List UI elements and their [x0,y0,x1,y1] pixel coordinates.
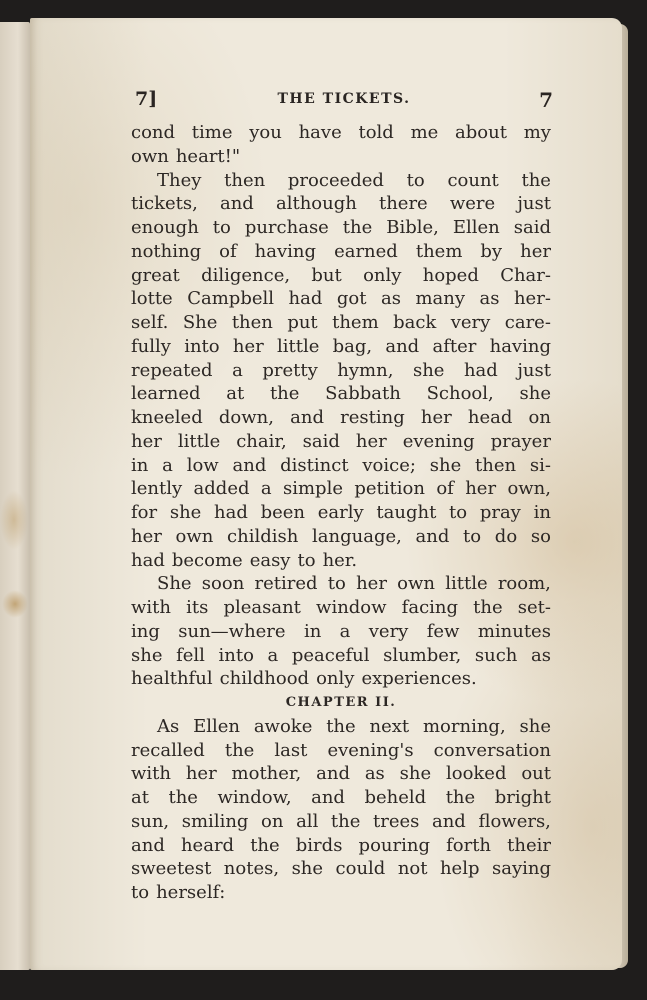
word: for [131,502,158,523]
word: heard [180,834,235,856]
word: distinct [280,454,349,476]
text-line [131,881,551,905]
text-line [131,145,551,169]
word: own [131,145,169,167]
word: She [182,312,218,333]
word: just [517,193,551,215]
word: little [445,573,488,595]
running-title: THE TICKETS. [277,91,411,107]
word: own [175,525,214,547]
word: learned [131,383,201,405]
word: a [260,478,272,500]
word: simple [282,478,343,500]
text-line [131,382,551,406]
word: heart!" [175,145,241,167]
word: the [342,217,373,238]
word: lently [131,478,183,500]
word: earned [334,240,398,262]
facing-page-stain [0,490,28,550]
word: nothing [131,240,202,262]
word: Campbell [187,288,275,310]
body-text [131,121,551,905]
word: the [224,739,255,761]
word: fully [131,335,171,357]
text-line [131,549,551,573]
word: she [519,383,551,405]
text-line [131,501,551,525]
word: language, [312,525,402,547]
chapter-heading: CHAPTER II. [285,695,397,710]
text-line [131,121,551,145]
running-header [135,88,553,112]
word: They [157,169,202,191]
word: and [290,407,324,428]
word: she [131,644,163,666]
word: then [475,454,517,476]
word: bag, [332,335,373,357]
word: had [288,288,323,310]
word: evening [402,430,475,452]
word: her [356,573,387,595]
word: Ellen [193,715,240,737]
word: window [316,597,387,618]
word: her [185,763,217,785]
text-line [131,454,551,478]
text-line [131,620,551,644]
word: as [380,288,401,310]
word: could [335,858,386,880]
text-line [131,169,551,193]
text-line [131,335,551,359]
word: their [507,834,551,856]
word: there [378,193,428,215]
word: taught [376,502,437,523]
word: put [287,312,318,333]
word: sweetest [131,858,212,880]
word: her [520,240,551,262]
word: set- [517,597,551,618]
word: herself: [156,882,226,903]
word: down, [218,407,274,428]
word: minutes [477,620,551,642]
word: healthful [131,668,213,690]
word: little [276,335,320,357]
word: the [326,715,356,737]
word: the [269,383,300,405]
word: pretty [262,359,318,381]
word: become [171,549,243,571]
word: the [168,787,198,808]
word: trees [373,810,420,832]
text-line [131,572,551,596]
word: head [467,407,513,428]
word: room, [497,573,551,595]
word: ing [131,620,160,642]
text-line [131,359,551,383]
word: to [297,549,316,571]
word: pouring [358,834,430,856]
word: her [465,478,497,500]
word: back [393,312,437,333]
word: my [523,122,551,143]
word: having [489,335,551,357]
word: petition [354,478,425,500]
text-line [131,240,551,264]
word: hymn, [337,359,394,381]
word: of [219,240,237,262]
word: with [131,597,171,618]
word: voice; [362,454,416,476]
text-line [131,477,551,501]
word: Sabbath [325,383,401,405]
word: although [275,193,357,215]
word: into [218,644,254,666]
text-line [131,739,551,763]
word: peaceful [291,644,370,666]
word: had [463,359,498,381]
word: a [162,454,173,476]
text-line [131,667,551,691]
word: bright [494,787,551,808]
word: beheld [364,787,427,808]
word: few [426,620,460,642]
word: enough [131,217,199,238]
word: care- [504,312,551,333]
word: and [316,763,350,785]
word: you [249,122,282,143]
word: in [131,454,149,476]
word: to [463,525,482,547]
word: Bible, [386,217,439,238]
word: at [131,787,149,808]
word: her- [513,288,551,310]
word: had [131,549,165,571]
text-line [131,525,551,549]
word: and [131,834,165,856]
word: repeated [131,359,213,381]
word: such [474,644,518,666]
word: purchase [244,217,329,238]
word: As [157,715,180,737]
text-line [131,406,551,430]
word: all [296,810,319,832]
text-line [131,287,551,311]
word: experiences. [361,668,477,690]
word: she [169,502,202,523]
word: soon [201,573,245,595]
word: pleasant [223,597,301,618]
word: she [412,359,445,381]
text-line [131,857,551,881]
word: told [358,122,394,143]
word: and [311,787,345,808]
word: childish [227,525,299,547]
word: diligence, [201,264,291,286]
word: she [519,715,551,737]
word: have [298,122,342,143]
word: last [274,739,308,761]
word: resting [340,407,405,428]
word: She [157,573,192,595]
word: added [193,478,250,500]
word: about [455,122,507,143]
word: the [445,787,476,808]
word: Char- [500,264,551,286]
word: the [330,810,361,832]
word: to [131,882,150,903]
word: she [429,454,462,476]
word: birds [295,834,343,856]
word: childhood [219,668,310,690]
word: her. [322,549,358,571]
word: were [449,193,496,215]
word: proceeded [287,169,384,191]
word: with [131,763,171,785]
text-line [131,311,551,335]
word: then [224,169,266,191]
word: own [397,573,435,595]
word: sun, [131,810,170,832]
word: her [131,525,162,547]
word: looked [445,763,507,785]
word: been [260,502,306,523]
word: them [415,240,463,262]
word: very [450,312,491,333]
word: got [336,288,367,310]
word: just [517,359,551,381]
word: chair, [236,430,287,452]
word: and [219,193,254,215]
word: smiling [181,810,249,832]
word: low [186,454,219,476]
word: and [431,810,466,832]
word: her [232,335,264,357]
word: not [397,858,428,880]
word: own, [507,478,551,500]
word: and [385,335,420,357]
word: a [232,359,243,381]
word: into [184,335,220,357]
text-line [131,430,551,454]
word: slumber, [383,644,462,666]
word: window, [217,787,292,808]
word: mother, [231,763,302,785]
page-number: 7 [539,88,553,112]
word: prayer [490,430,551,452]
text-line [131,834,551,858]
word: after [432,335,477,357]
word: very [368,620,409,642]
word: its [186,597,209,618]
word: kneeled [131,407,203,428]
word: early [317,502,364,523]
word: sun—where [178,620,286,642]
word: awoke [253,715,313,737]
word: a [339,620,351,642]
word: so [530,525,551,547]
text-line [131,810,551,834]
word: me [410,122,439,143]
word: the [250,834,280,856]
word: recalled [131,739,205,761]
word: out [521,763,551,785]
word: Ellen [452,217,500,238]
word: as [530,644,551,666]
text-line [131,786,551,810]
word: at [226,383,245,405]
word: in [303,620,322,642]
word: flowers, [478,810,551,832]
word: only [363,264,402,286]
word: on [528,407,551,428]
word: hoped [422,264,479,286]
word: self. [131,312,169,333]
word: si- [529,454,551,476]
word: she [399,763,432,785]
word: had [214,502,248,523]
word: of [436,478,454,500]
word: in [533,502,551,523]
word: cond [131,122,176,143]
text-line [131,715,551,739]
word: by [480,240,503,262]
word: facing [401,597,459,618]
word: as [479,288,500,310]
signature-mark: 7] [135,88,158,110]
word: a [267,644,279,666]
word: to [327,573,346,595]
word: said [513,217,551,238]
word: but [311,264,342,286]
text-line [131,192,551,216]
word: easy [249,549,291,571]
word: tickets, [131,193,198,215]
word: and [232,454,267,476]
word: time [191,122,233,143]
word: as [364,763,385,785]
word: her [420,407,452,428]
word: the [521,169,551,191]
word: lotte [131,288,173,310]
word: conversation [433,739,551,761]
word: count [447,169,499,191]
word: then [231,312,273,333]
word: many [415,288,465,310]
text-line [131,264,551,288]
word: she [291,858,324,880]
word: to [212,217,231,238]
word: morning, [422,715,506,737]
word: the [473,597,503,618]
word: next [369,715,410,737]
word: forth [446,834,492,856]
word: to [449,502,468,523]
word: only [316,668,355,690]
word: saying [491,858,551,880]
word: School, [426,383,494,405]
word: said [302,430,340,452]
word: on [261,810,284,832]
word: notes, [223,858,280,880]
text-line [131,644,551,668]
word: having [254,240,317,262]
word: fell [176,644,205,666]
word: pray [479,502,521,523]
word: them [332,312,379,333]
word: do [494,525,518,547]
text-line [131,596,551,620]
word: her [355,430,387,452]
word: and [415,525,450,547]
word: great [131,264,180,286]
word: evening's [327,739,414,761]
word: to [406,169,425,191]
text-line [131,216,551,240]
word: little [177,430,221,452]
word: retired [254,573,318,595]
facing-page-stain [2,590,28,618]
word: help [439,858,480,880]
word: her [131,430,162,452]
text-line [131,762,551,786]
